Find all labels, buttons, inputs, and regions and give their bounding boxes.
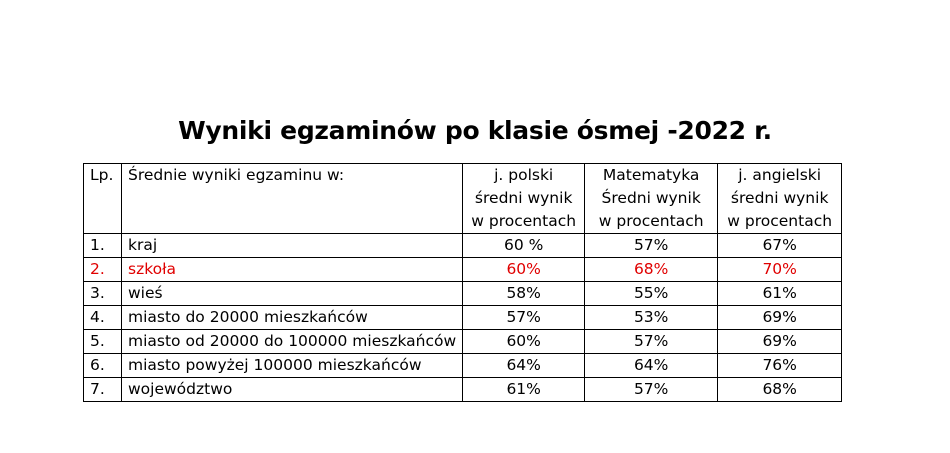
row-lp: 5. [84, 330, 122, 354]
row-lp: 1. [84, 234, 122, 258]
row-name: miasto do 20000 mieszkańców [122, 306, 463, 330]
row-angielski: 70% [718, 258, 842, 282]
row-lp: 4. [84, 306, 122, 330]
row-angielski: 68% [718, 378, 842, 402]
header-matematyka-line3: w procentach [598, 212, 704, 230]
header-angielski [718, 164, 842, 234]
header-matematyka [585, 164, 718, 234]
header-angielski-line2: średni wynik [730, 189, 829, 207]
row-name: miasto od 20000 do 100000 mieszkańców [122, 330, 463, 354]
row-polski: 60% [463, 258, 585, 282]
row-matematyka: 68% [585, 258, 718, 282]
row-polski: 60 % [463, 234, 585, 258]
results-table [83, 163, 842, 402]
row-name: kraj [122, 234, 463, 258]
row-lp: 3. [84, 282, 122, 306]
row-lp: 7. [84, 378, 122, 402]
row-angielski: 67% [718, 234, 842, 258]
row-lp: 6. [84, 354, 122, 378]
table-row [84, 282, 842, 306]
row-matematyka: 57% [585, 378, 718, 402]
table-row [84, 354, 842, 378]
header-lp: Lp. [84, 164, 122, 234]
row-name: miasto powyżej 100000 mieszkańców [122, 354, 463, 378]
header-polski-line1: j. polski [494, 166, 554, 184]
header-angielski-line1: j. angielski [738, 166, 822, 184]
row-polski: 64% [463, 354, 585, 378]
row-polski: 57% [463, 306, 585, 330]
table-row [84, 330, 842, 354]
table-row [84, 378, 842, 402]
row-matematyka: 55% [585, 282, 718, 306]
row-polski: 61% [463, 378, 585, 402]
table-row-highlighted [84, 258, 842, 282]
row-angielski: 69% [718, 330, 842, 354]
table-row [84, 234, 842, 258]
row-name: szkoła [122, 258, 463, 282]
header-matematyka-line2: Średni wynik [601, 189, 701, 207]
row-angielski: 61% [718, 282, 842, 306]
table-row [84, 306, 842, 330]
row-polski: 58% [463, 282, 585, 306]
row-matematyka: 57% [585, 234, 718, 258]
row-angielski: 76% [718, 354, 842, 378]
header-polski-line3: w procentach [471, 212, 577, 230]
row-angielski: 69% [718, 306, 842, 330]
table-header-row [84, 164, 842, 234]
row-matematyka: 57% [585, 330, 718, 354]
header-polski-line2: średni wynik [474, 189, 573, 207]
header-subject: Średnie wyniki egzaminu w: [122, 164, 463, 234]
row-matematyka: 64% [585, 354, 718, 378]
header-polski [463, 164, 585, 234]
page-title: Wyniki egzaminów po klasie ósmej -2022 r. [178, 116, 772, 145]
row-name: wieś [122, 282, 463, 306]
row-name: województwo [122, 378, 463, 402]
header-matematyka-line1: Matematyka [602, 166, 700, 184]
row-polski: 60% [463, 330, 585, 354]
header-angielski-line3: w procentach [727, 212, 833, 230]
row-lp: 2. [84, 258, 122, 282]
row-matematyka: 53% [585, 306, 718, 330]
